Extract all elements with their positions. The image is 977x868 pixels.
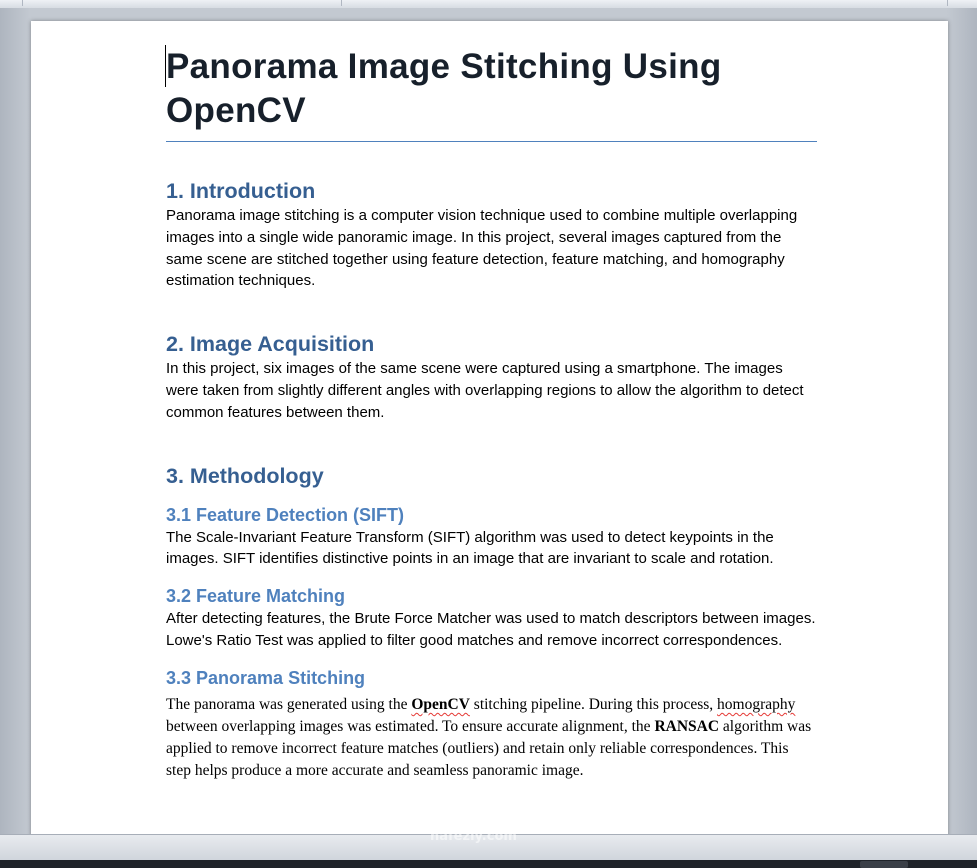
ransac-term: RANSAC <box>654 717 720 735</box>
taskbar <box>0 860 977 868</box>
panorama-stitching-paragraph <box>166 694 817 782</box>
page-content <box>166 45 817 782</box>
introduction-paragraph: Panorama image stitching is a computer vision technique used to combine multiple overlapping images into a single wide panoramic image. In this project, several images captured from the same scene are stitched together using feature detection, feature matching, and homography estimation techniques. <box>166 207 798 290</box>
heading-feature-detection: 3.1 Feature Detection (SIFT) <box>166 504 405 525</box>
heading-methodology: 3. Methodology <box>166 463 324 488</box>
taskbar-button[interactable] <box>860 861 908 868</box>
document-page[interactable] <box>31 21 948 851</box>
stitching-text-4: algorithm was applied to remove incorrect feature matches (outliers) and retain only reliable correspondences. This step helps produce a more accurate and seamless panoramic image. <box>166 717 812 779</box>
watermark-logo-text: نفحات <box>446 809 501 829</box>
watermark-site: nafezly.com <box>430 829 517 844</box>
watermark <box>430 810 517 846</box>
acquisition-paragraph: In this project, six images of the same scene were captured using a smartphone. The images were taken from slightly different angles with overlapping regions to allow the algorithm to detect common features between them. <box>166 360 804 421</box>
opencv-term: OpenCV <box>411 695 470 713</box>
feature-matching-paragraph: After detecting features, the Brute Force Matcher was used to match descriptors between images. Lowe's Ratio Test was applied to filter good matches and remove incorrect correspondences. <box>166 610 816 649</box>
document-title: Panorama Image Stitching Using OpenCV <box>166 45 817 142</box>
document-workspace[interactable] <box>0 8 977 834</box>
stitching-text-3: between overlapping images was estimated. To ensure accurate alignment, the <box>166 717 655 735</box>
feature-detection-paragraph: The Scale-Invariant Feature Transform (SIFT) algorithm was used to detect keypoints in the images. SIFT identifies distinctive points in an image that are invariant to scale and rotation. <box>166 528 774 568</box>
stitching-text-1: The panorama was generated using the <box>166 695 412 713</box>
heading-feature-matching: 3.2 Feature Matching <box>166 586 346 607</box>
homography-term: homography <box>717 695 796 713</box>
heading-panorama-stitching: 3.3 Panorama Stitching <box>166 667 366 688</box>
heading-introduction: 1. Introduction <box>166 179 316 203</box>
heading-image-acquisition: 2. Image Acquisition <box>166 332 375 357</box>
stitching-text-2: stitching pipeline. During this process, <box>469 695 718 713</box>
